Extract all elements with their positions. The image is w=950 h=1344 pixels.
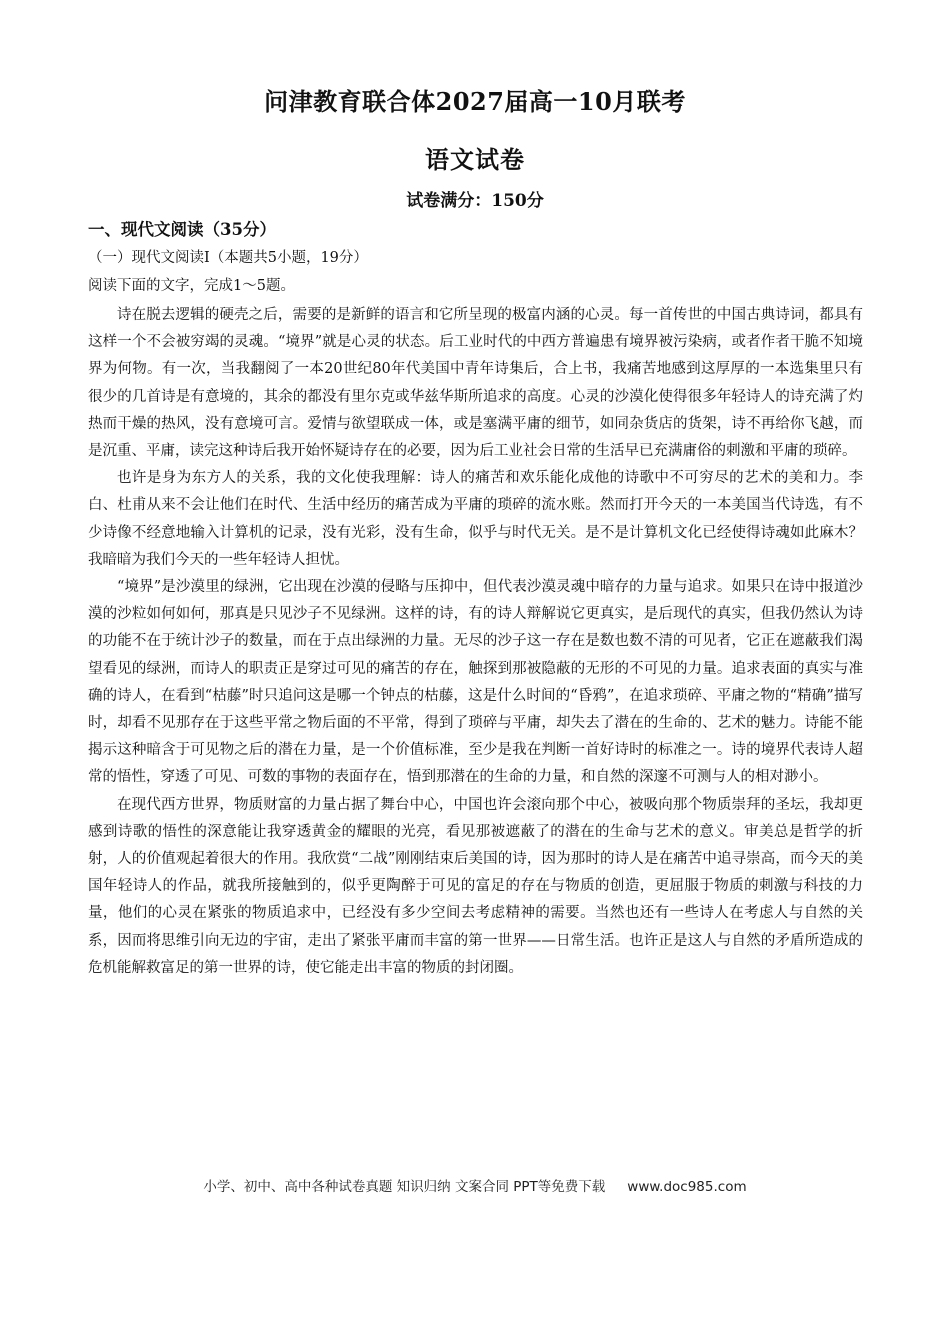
passage-paragraph-4: 在现代西方世界，物质财富的力量占据了舞台中心，中国也许会滚向那个中心，被吸向那个物质崇拜的圣坛，我却更感到诗歌的悟性的深意能让我穿透黄金的耀眼的光亮，看见那被遮蔽了的潜在的生命与艺术的意义。审美总是哲学的折射，人的价值观起着很大的作用。我欣赏“二战”刚刚结束后美国的诗，因为那时的诗人是在痛苦中追寻崇高，而今天的美国年轻诗人的作品，就我所接触到的，似乎更陶醉于可见的富足的存在与物质的创造，更屈服于物质的刺激与科技的力量，他们的心灵在紧张的物质追求中，已经没有多少空间去考虑精神的需要。当然也还有一些诗人在考虑人与自然的关系，因而将思维引向无边的宇宙，走出了紧张平庸而丰富的第一世界——日常生活。也许正是这人与自然的矛盾所造成的危机能解救富足的第一世界的诗，使它能走出丰富的物质的封闭圈。 xyxy=(88,796,863,976)
sub-section-heading: （一）现代文阅读Ⅰ（本题共5小题，19分） xyxy=(88,250,368,266)
reading-passage xyxy=(88,302,863,982)
full-score: 试卷满分：150分 xyxy=(406,191,544,211)
page-footer xyxy=(0,1175,950,1195)
passage-paragraph-2: 也许是身为东方人的关系，我的文化使我理解：诗人的痛苦和欢乐能化成他的诗歌中不可穷尽的艺术的美和力。李白、杜甫从来不会让他们在时代、生活中经历的痛苦成为平庸的琐碎的流水账。然而打开今天的一本美国当代诗选，有不少诗像不经意地输入计算机的记录，没有光彩，没有生命，似乎与时代无关。是不是计算机文化已经使得诗魂如此麻木？我暗暗为我们今天的一些年轻诗人担忧。 xyxy=(88,470,863,568)
passage-paragraph-3: “境界”是沙漠里的绿洲，它出现在沙漠的侵略与压抑中，但代表沙漠灵魂中暗存的力量与追求。如果只在诗中报道沙漠的沙粒如何如何，那真是只见沙子不见绿洲。这样的诗，有的诗人辩解说它更真实，是后现代的真实，但我仍然认为诗的功能不在于统计沙子的数量，而在于点出绿洲的力量。无尽的沙子这一存在是数也数不清的可见者，它正在遮蔽我们渴望看见的绿洲，而诗人的职责正是穿过可见的痛苦的存在，触探到那被隐蔽的无形的不可见的力量。追求表面的真实与准确的诗人，在看到“枯藤”时只追问这是哪一个钟点的枯藤，这是什么时间的“昏鸦”，在追求琐碎、平庸之物的“精确”描写时，却看不见那存在于这些平常之物后面的不平常，得到了琐碎与平庸，却失去了潜在的生命的、艺术的魅力。诗能不能揭示这种暗含于可见物之后的潜在力量，是一个价值标准，至少是我在判断一首好诗时的标准之一。诗的境界代表诗人超常的悟性，穿透了可见、可数的事物的表面存在，悟到那潜在的生命的力量，和自然的深邃不可测与人的相对渺小。 xyxy=(88,579,863,786)
exam-title: 问津教育联合体2027届高一10月联考 xyxy=(264,87,686,116)
exam-subtitle: 语文试卷 xyxy=(425,145,525,174)
section-heading: 一、现代文阅读（35分） xyxy=(88,220,276,239)
footer-text: 小学、初中、高中各种试卷真题 知识归纳 文案合同 PPT等免费下载 xyxy=(203,1179,606,1195)
reading-instruction: 阅读下面的文字，完成1～5题。 xyxy=(88,278,295,294)
footer-url[interactable]: www.doc985.com xyxy=(627,1179,747,1195)
passage-paragraph-1: 诗在脱去逻辑的硬壳之后，需要的是新鲜的语言和它所呈现的极富内涵的心灵。每一首传世的中国古典诗词，都具有这样一个不会被穷竭的灵魂。“境界”就是心灵的状态。后工业时代的中西方普遍患有境界被污染病，或者作者干脆不知境界为何物。有一次，当我翻阅了一本20世纪80年代美国中青年诗集后，合上书，我痛苦地感到这厚厚的一本选集里只有很少的几首诗是有意境的，其余的都没有里尔克或华兹华斯所追求的高度。心灵的沙漠化使得很多年轻诗人的诗充满了灼热而干燥的热风，没有意境可言。爱情与欲望联成一体，或是塞满平庸的细节，如同杂货店的货架，诗不再给你飞越，而是沉重、平庸，读完这种诗后我开始怀疑诗存在的必要，因为后工业社会日常的生活早已充满庸俗的刺激和平庸的琐碎。 xyxy=(88,307,863,460)
